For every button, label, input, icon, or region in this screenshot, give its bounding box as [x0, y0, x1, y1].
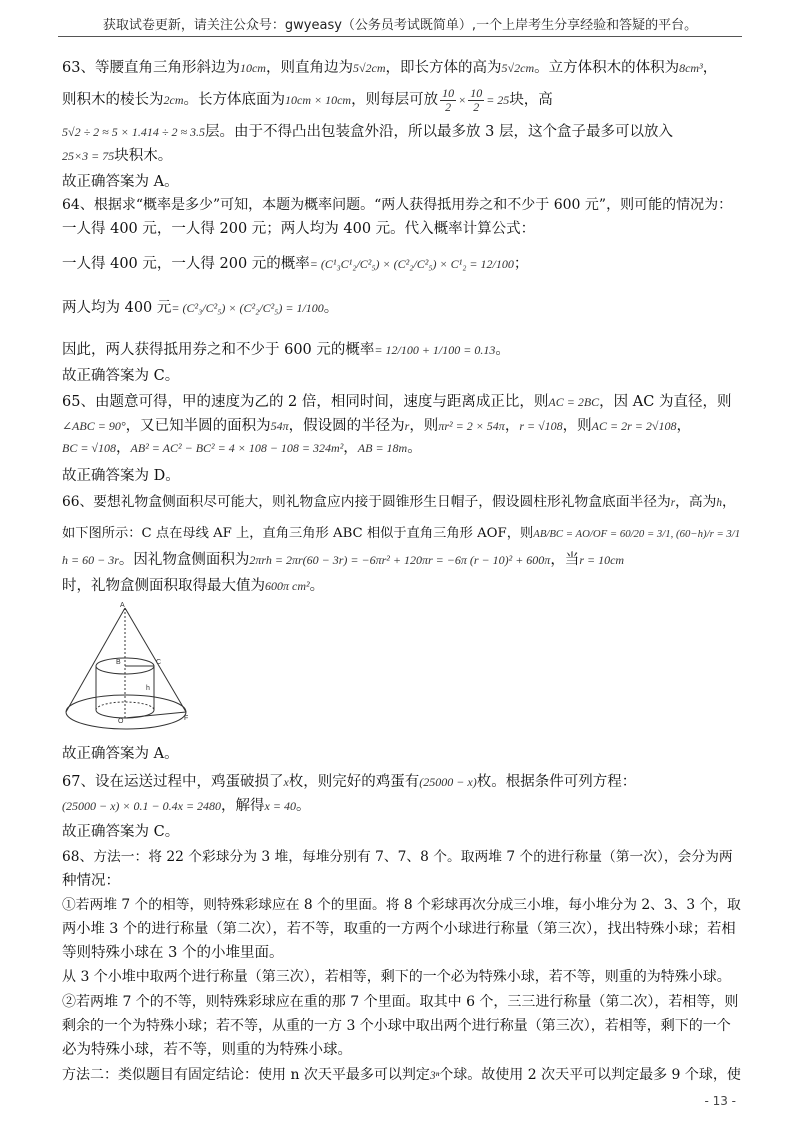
q64-line2: 一人得 400 元，一人得 200 元；两人均为 400 元。代入概率计算公式： — [62, 221, 536, 237]
cone-base — [66, 695, 189, 729]
q68-line2: 种情况： — [62, 873, 120, 889]
q64-line1: 64、根据求“概率是多少”可知，本题为概率问题。“两人获得抵用券之和不少于 600 元”，则可能的情况为： — [62, 197, 733, 213]
q63-line2: 则积木的棱长为2cm。长方体底面为10cm × 10cm，则每层可放 $\frac{10}{2}$ × $\frac{10}{2}$ = 25块，高 — [62, 85, 553, 114]
q65-line2: ∠ABC = 90°，又已知半圆的面积为54π，假设圆的半径为r，则πr² = 2 × 54π，r = √108，则AC = 2r = 2√108， — [62, 418, 691, 434]
header-divider — [58, 36, 742, 37]
q67-line2: (25000 − x) × 0.1 − 0.4x = 2480，解得x = 40。 — [62, 798, 311, 814]
q68-line1: 68、方法一：将 22 个彩球分为 3 堆，每堆分别有 7、7、8 个。取两堆 7 个的进行称量（第一次），会分为两 — [62, 849, 733, 865]
q66-line3: h = 60 − 3r。因礼物盒侧面积为2πrh = 2πr(60 − 3r) = −6πr² + 120πr = −6π (r − 10)² + 600π，当r = 10cm — [62, 552, 625, 568]
q63-line4: 25×3 = 75块积木。 — [62, 148, 173, 164]
q68-line3: ①若两堆 7 个的相等，则特殊彩球应在 8 个的里面。将 8 个彩球再次分成三小堆，每小堆分为 2、3、3 个，取 — [62, 897, 741, 913]
point-b-label: B — [116, 659, 121, 666]
q66-line1: 66、要想礼物盒侧面积尽可能大，则礼物盒应内接于圆锥形生日帽子，假设圆柱形礼物盒底面半径为r，高为h， — [62, 494, 736, 510]
q63-line3: 5√2 ÷ 2 ≈ 5 × 1.414 ÷ 2 ≈ 3.5层。由于不得凸出包装盒外沿，所以最多放 3 层，这个盒子最多可以放入 — [62, 124, 673, 140]
q65-answer: 故正确答案为 D。 — [62, 468, 180, 484]
q67-line1: 67、设在运送过程中，鸡蛋破损了x枚，则完好的鸡蛋有(25000 − x)枚。根据条件可列方程： — [62, 774, 637, 790]
height-h-label: h — [146, 685, 150, 692]
q65-line1: 65、由题意可得，甲的速度为乙的 2 倍，相同时间，速度与距离成正比，则AC = 2BC，因 AC 为直径，则 — [62, 394, 732, 410]
q65-line3: BC = √108，AB² = AC² − BC² = 4 × 108 − 108 = 324m²，AB = 18m。 — [62, 440, 422, 456]
q64-line4: 两人均为 400 元= (C²₃/C²₅) × (C²₂/C²₅) = 1/100。 — [62, 300, 339, 316]
q66-answer: 故正确答案为 A。 — [62, 746, 179, 762]
q68-line5: 等则特殊小球在 3 个的小堆里面。 — [62, 945, 284, 961]
q68-line9: 必为特殊小球，若不等，则重的为特殊小球。 — [62, 1042, 352, 1058]
point-o-label: O — [118, 718, 124, 725]
q66-line4: 时，礼物盒侧面积取得最大值为600π cm²。 — [62, 578, 325, 594]
q68-line6: 从 3 个小堆中取两个进行称量（第三次），若相等，剩下的一个必为特殊小球，若不等，则重的为特殊小球。 — [62, 969, 731, 985]
q63-line1: 63、等腰直角三角形斜边为10cm，则直角边为5√2cm，即长方体的高为5√2cm。立方体积木的体积为8cm³， — [62, 60, 718, 76]
point-c-label: C — [156, 659, 162, 666]
q63-answer: 故正确答案为 A。 — [62, 174, 179, 190]
q66-line2: 如下图所示：C 点在母线 AF 上，直角三角形 ABC 相似于直角三角形 AOF，则AB/BC = AO/OF = 60/20 = 3/1, (60−h)/r = 3/1 — [62, 526, 741, 541]
q68-line8: 剩余的一个为特殊小球；若不等，从重的一方 3 个小球中取出两个进行称量（第三次），若相等，剩下的一个 — [62, 1018, 731, 1034]
q64-line5: 因此，两人获得抵用券之和不少于 600 元的概率= 12/100 + 1/100 = 0.13。 — [62, 342, 510, 358]
page-header: 获取试卷更新，请关注公众号：gwyeasy（公务员考试既简单）,一个上岸考生分享经验和答疑的平台。 — [102, 18, 698, 33]
cone-cylinder-figure — [62, 600, 192, 740]
q67-answer: 故正确答案为 C。 — [62, 824, 180, 840]
point-f-label: F — [184, 715, 189, 722]
page-number: - 13 - — [704, 1094, 736, 1108]
point-a-label: A — [120, 602, 125, 609]
q68-line10: 方法二：类似题目有固定结论：使用 n 次天平最多可以判定3ⁿ个球。故使用 2 次天平可以判定最多 9 个球，使 — [62, 1067, 741, 1083]
q68-line7: ②若两堆 7 个的不等，则特殊彩球应在重的那 7 个里面。取其中 6 个，三三进行称量（第二次），若相等，则 — [62, 994, 739, 1010]
q64-answer: 故正确答案为 C。 — [62, 368, 180, 384]
q64-line3: 一人得 400 元，一人得 200 元的概率= (C¹₃C¹₂/C²₅) × (C²₂/C²₅) × C¹₂ = 12/100； — [62, 256, 529, 272]
cone-radius — [125, 712, 186, 718]
q68-line4: 两小堆 3 个的进行称量（第二次），若不等，取重的一方两个小球进行称量（第三次），找出特殊小球；若相 — [62, 921, 736, 937]
